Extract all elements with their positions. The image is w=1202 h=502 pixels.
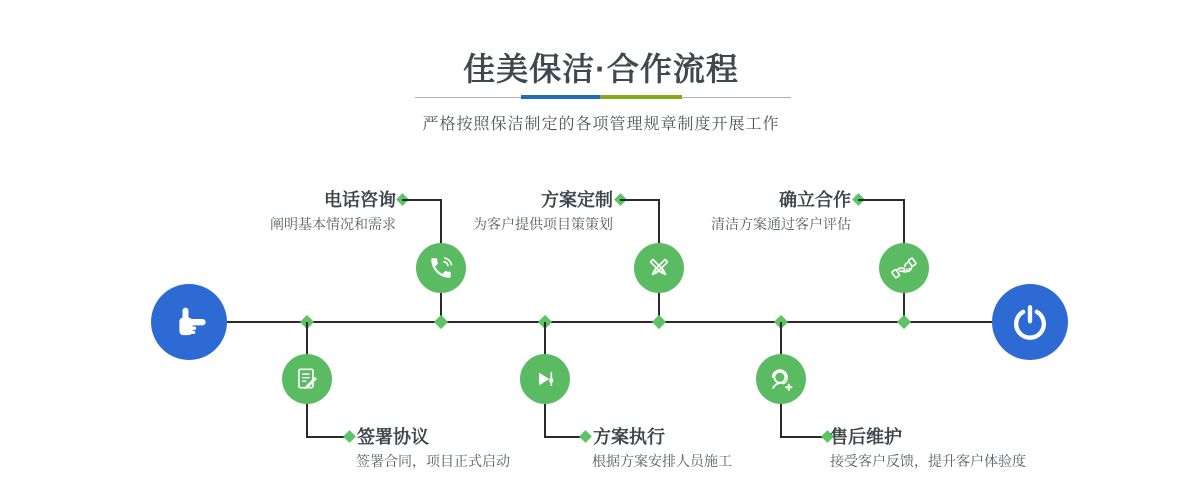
connector [306, 404, 308, 438]
step-title-contract: 签署协议 [357, 427, 429, 447]
step-title-design: 方案定制 [541, 190, 613, 210]
step-node-service [756, 354, 806, 404]
power-icon [1010, 302, 1050, 342]
connector [544, 404, 546, 438]
step-node-cooperate [879, 243, 929, 293]
step-title-execute: 方案执行 [593, 427, 665, 447]
page-subtitle: 严格按照保洁制定的各项管理规章制度开展工作 [422, 116, 780, 133]
step-desc-execute: 根据方案安排人员施工 [592, 453, 732, 469]
step-desc-service: 接受客户反馈，提升客户体验度 [830, 453, 1026, 469]
connector [658, 199, 660, 244]
divider-green-segment [600, 95, 682, 99]
step-title-service: 售后维护 [830, 427, 902, 447]
divider-blue-segment [521, 95, 600, 99]
customer-service-icon [767, 365, 795, 393]
timeline-diamond [434, 315, 448, 329]
page-title: 佳美保洁·合作流程 [463, 51, 739, 87]
marker-diamond [343, 430, 356, 443]
step-desc-cooperate: 清洁方案通过客户评估 [711, 216, 851, 232]
end-node [992, 284, 1068, 360]
connector [620, 199, 659, 201]
phone-icon [428, 255, 454, 281]
connector [858, 199, 904, 201]
pointing-hand-icon [168, 301, 210, 343]
timeline [227, 321, 992, 323]
connector [780, 322, 782, 354]
step-node-consult [416, 243, 466, 293]
step-desc-design: 为客户提供项目策策划 [473, 216, 613, 232]
timeline-diamond [897, 315, 911, 329]
design-pencils-icon [646, 255, 672, 281]
connector [306, 436, 348, 438]
connector [544, 322, 546, 354]
connector [440, 199, 442, 244]
step-desc-contract: 签署合同，项目正式启动 [356, 453, 510, 469]
connector [903, 199, 905, 244]
step-title-cooperate: 确立合作 [779, 190, 851, 210]
marker-diamond [579, 430, 592, 443]
contract-icon [294, 366, 320, 392]
timeline-diamond [652, 315, 666, 329]
step-node-contract [282, 354, 332, 404]
connector [306, 322, 308, 354]
step-node-design [634, 243, 684, 293]
step-desc-consult: 阐明基本情况和需求 [270, 216, 396, 232]
connector [402, 199, 441, 201]
handshake-icon [890, 254, 918, 282]
start-node [151, 284, 227, 360]
play-slider-icon [532, 366, 558, 392]
connector [780, 404, 782, 438]
step-node-execute [520, 354, 570, 404]
connector [780, 436, 826, 438]
step-title-consult: 电话咨询 [324, 190, 396, 210]
